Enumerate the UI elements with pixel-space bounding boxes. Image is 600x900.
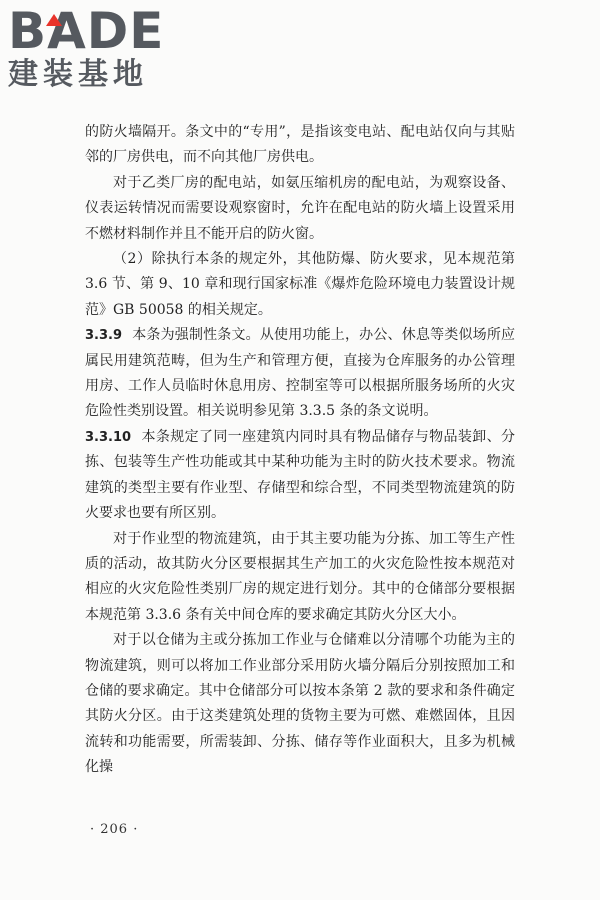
clause-paragraph	[85, 425, 515, 527]
clause-text: 本条为强制性条文。从使用功能上，办公、休息等类似场所应属民用建筑范畴，但为生产和管理方便，直接为仓库服务的办公管理用房、工作人员临时休息用房、控制室等可以根据所服务场所的火灾危险性类别设置。相关说明参见第 3.3.5 条的条文说明。	[85, 327, 515, 420]
clause-number: 3.3.10	[85, 429, 132, 445]
logo-subtitle: 建装基地	[8, 57, 148, 92]
logo-accent-triangle	[46, 14, 62, 26]
page-number: · 206 ·	[90, 822, 139, 837]
paragraph: 对于以仓储为主或分拣加工作业与仓储难以分清哪个功能为主的物流建筑，则可以将加工作业部分采用防火墙分隔后分别按照加工和仓储的要求确定。其中仓储部分可以按本条第 2 款的要求和条件确定其防火分区。由于这类建筑处理的货物主要为可燃、难燃固体，且因流转和功能需要，所需装卸、分拣、储存等作业面积大，且多为机械化操	[85, 632, 515, 776]
paragraph-continued: 的防火墙隔开。条文中的“专用”，是指该变电站、配电站仅向与其贴邻的厂房供电，而不向其他厂房供电。	[85, 124, 515, 166]
bade-logo	[8, 2, 178, 92]
paragraph: （2）除执行本条的规定外，其他防爆、防火要求，见本规范第 3.6 节、第 9、10 章和现行国家标准《爆炸危险环境电力装置设计规范》GB 50058 的相关规定。	[85, 251, 515, 318]
clause-number: 3.3.9	[85, 328, 123, 344]
clause-paragraph	[85, 323, 515, 425]
clause-text: 本条规定了同一座建筑内同时具有物品储存与物品装卸、分拣、包装等生产性功能或其中某种功能为主时的防火技术要求。物流建筑的类型主要有作业型、存储型和综合型，不同类型物流建筑的防火要求也要有所区别。	[85, 428, 515, 522]
paragraph: 对于作业型的物流建筑，由于其主要功能为分拣、加工等生产性质的活动，故其防火分区要根据其生产加工的火灾危险性按本规范对相应的火灾危险性类别厂房的规定进行划分。其中的仓储部分要根据本规范第 3.3.6 条有关中间仓库的要求确定其防火分区大小。	[85, 530, 515, 623]
document-body	[85, 120, 515, 781]
paragraph: 对于乙类厂房的配电站，如氨压缩机房的配电站，为观察设备、仪表运转情况而需要设观察窗时，允许在配电站的防火墙上设置采用不燃材料制作并且不能开启的防火窗。	[85, 174, 515, 242]
logo-wordmark: BADE	[8, 2, 165, 60]
